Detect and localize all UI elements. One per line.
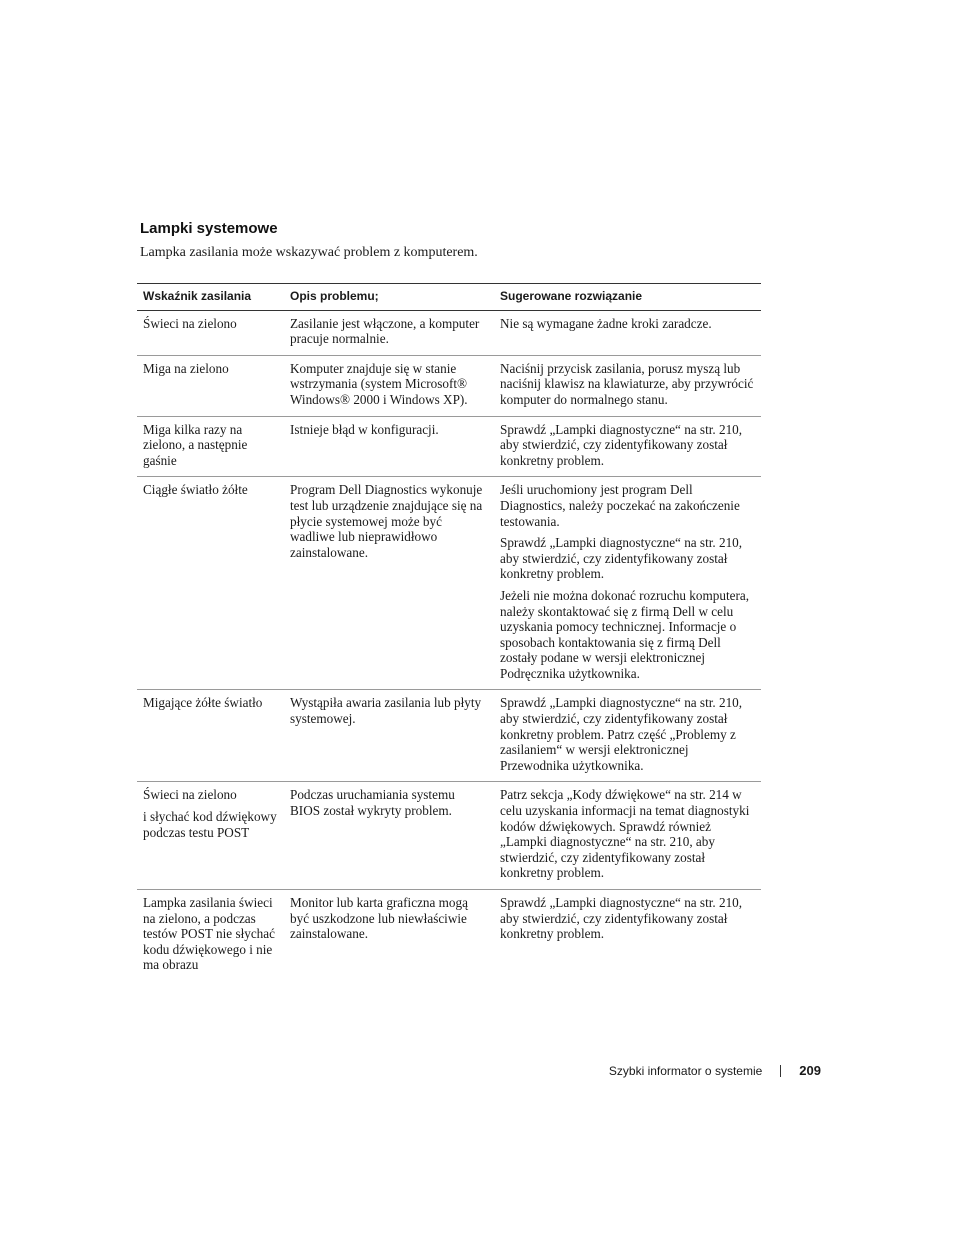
cell-solution [494,310,761,355]
cell-problem [284,477,494,690]
cell-indicator [137,782,284,890]
cell-solution [494,416,761,477]
cell-indicator [137,310,284,355]
table-row [137,310,761,355]
cell-indicator-paragraph: Lampka zasilania świeci na zielono, a podczas testów POST nie słychać kodu dźwiękowego i nie ma obrazu [143,895,275,973]
cell-solution-paragraph: Jeżeli nie można dokonać rozruchu komputera, należy skontaktować się z firmą Dell w celu uzyskania pomocy technicznej. Informacje o sposobach kontaktowania się z firmą Dell zostały podane w wersji elektronicznej Podręcznika użytkownika. [500,587,749,681]
cell-indicator-paragraph: Miga na zielono [143,360,229,376]
cell-problem [284,782,494,890]
cell-problem-paragraph: Monitor lub karta graficzna mogą być uszkodzone lub niewłaściwie zainstalowane. [290,895,468,942]
cell-indicator-paragraph: i słychać kod dźwiękowy podczas testu POST [143,809,277,840]
cell-solution [494,355,761,416]
cell-solution-paragraph: Nie są wymagane żadne kroki zaradcze. [500,315,712,331]
header-solution: Sugerowane rozwiązanie [494,284,761,311]
cell-solution [494,477,761,690]
cell-problem-paragraph: Zasilanie jest włączone, a komputer pracuje normalnie. [290,315,480,347]
cell-problem [284,310,494,355]
cell-solution-paragraph: Sprawdź „Lampki diagnostyczne“ na str. 210, aby stwierdzić, czy zidentyfikowany został konkretny problem. [500,535,743,582]
cell-indicator-paragraph: Świeci na zielono [143,787,237,803]
cell-indicator-paragraph: Miga kilka razy na zielono, a następnie gaśnie [143,421,248,468]
power-light-table [137,283,761,981]
cell-problem-paragraph: Podczas uruchamiania systemu BIOS został wykryty problem. [290,787,455,819]
cell-indicator-paragraph: Ciągłe światło żółte [143,482,248,498]
cell-indicator [137,890,284,981]
table-row [137,782,761,890]
cell-solution-paragraph: Sprawdź „Lampki diagnostyczne“ na str. 210, aby stwierdzić, czy zidentyfikowany został konkretny problem. Patrz część „Problemy z zasilaniem“ w wersji elektronicznej Przewodnika użytkownika. [500,695,743,773]
footer-section-title: Szybki informator o systemie [608,1064,763,1078]
table-row [137,355,761,416]
cell-solution [494,782,761,890]
cell-solution [494,690,761,782]
header-problem: Opis problemu; [284,284,494,311]
cell-solution [494,890,761,981]
intro-text: Lampka zasilania może wskazywać problem z komputerem. [140,245,478,260]
cell-problem-paragraph: Istnieje błąd w konfiguracji. [290,421,439,437]
cell-indicator [137,477,284,690]
cell-problem [284,890,494,981]
cell-solution-paragraph: Jeśli uruchomiony jest program Dell Diagnostics, należy poczekać na zakończenie testowania. [500,482,740,529]
table-row [137,890,761,981]
cell-indicator-paragraph: Migające żółte światło [143,695,263,711]
cell-indicator [137,416,284,477]
cell-problem [284,355,494,416]
cell-problem-paragraph: Komputer znajduje się w stanie wstrzymania (system Microsoft® Windows® 2000 i Windows XP). [290,360,468,407]
cell-solution-paragraph: Sprawdź „Lampki diagnostyczne“ na str. 210, aby stwierdzić, czy zidentyfikowany został konkretny problem. [500,895,743,942]
cell-solution-paragraph: Sprawdź „Lampki diagnostyczne“ na str. 210, aby stwierdzić, czy zidentyfikowany został konkretny problem. [500,421,743,468]
cell-indicator [137,355,284,416]
cell-solution-paragraph: Patrz sekcja „Kody dźwiękowe“ na str. 214 w celu uzyskania informacji na temat diagnostyki kodów dźwiękowych. Sprawdź również „Lampki diagnostyczne“ na str. 210, aby stwierdzić, czy zidentyfikowany został konkretny problem. [500,787,750,881]
cell-solution-paragraph: Naciśnij przycisk zasilania, porusz myszą lub naciśnij klawisz na klawiaturze, aby przywrócić komputer do normalnego stanu. [500,360,754,407]
cell-indicator [137,690,284,782]
page-number: 209 [799,1063,821,1078]
cell-problem [284,416,494,477]
cell-problem [284,690,494,782]
header-indicator: Wskaźnik zasilania [137,284,284,311]
table-row [137,416,761,477]
cell-problem-paragraph: Program Dell Diagnostics wykonuje test lub urządzenie znajdujące się na płycie systemowej może być wadliwe lub nieprawidłowo zainstalowane. [290,482,483,560]
section-heading: Lampki systemowe [140,220,278,237]
cell-indicator-paragraph: Świeci na zielono [143,315,237,331]
footer-separator [780,1065,781,1077]
cell-problem-paragraph: Wystąpiła awaria zasilania lub płyty systemowej. [290,695,482,727]
table-row [137,477,761,690]
table-header-row [137,284,761,311]
page-footer [540,1063,821,1078]
table-row [137,690,761,782]
